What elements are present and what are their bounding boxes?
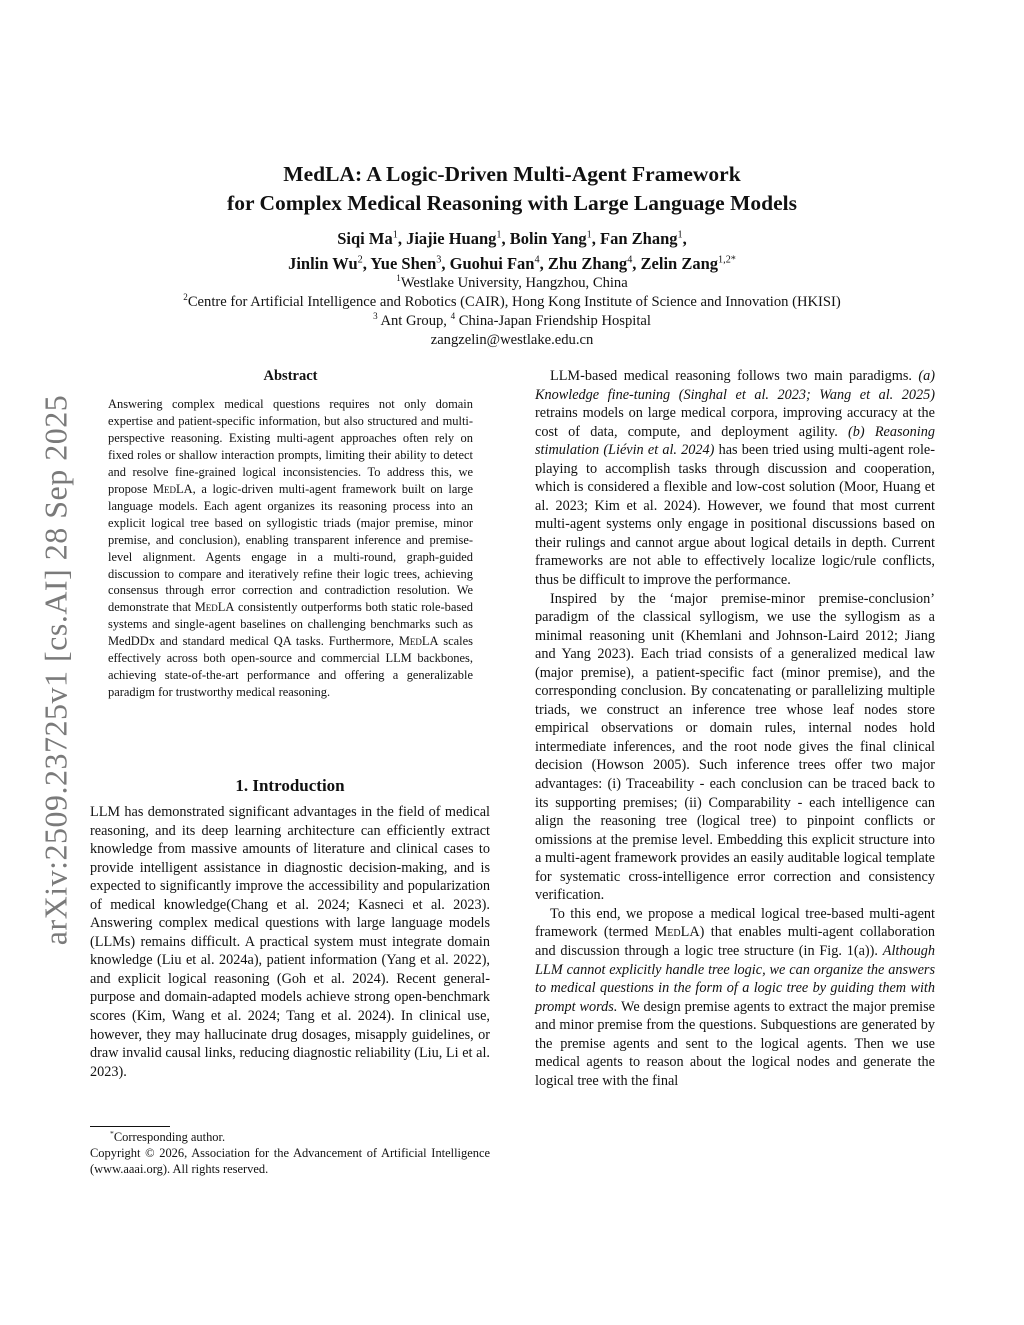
title-line-1: MedLA: A Logic-Driven Multi-Agent Framework xyxy=(283,162,741,186)
framework-name: MedLA xyxy=(152,481,193,496)
author-name: Fan Zhang xyxy=(600,229,678,248)
left-column-body xyxy=(90,803,490,1081)
framework-name: MedLA xyxy=(194,600,235,615)
paragraph-text: has been tried using multi-agent role-playing to accomplish tasks through discussion and cooperation, which is considered a flexible and low-cost solution (Moor, Huang et al. 2023; Kim et al. 2024). However, we found that most current multi-agent systems only engage in positional discussions based on their rulings and cannot argue about logical details in depth. Current frameworks are not able to effectively localize logic/rule conflicts, thus be difficult to improve the performance. xyxy=(535,442,936,589)
abstract-body xyxy=(108,396,473,701)
author-separator: , xyxy=(632,254,641,273)
intro-paragraph-2 xyxy=(535,367,935,590)
author-separator: , xyxy=(362,254,371,273)
intro-paragraph-3: Inspired by the ‘major premise-minor premise-conclusion’ paradigm of the classical syllogism, we use the syllogism as a minimal reasoning unit (Khemlani and Johnson-Laird 2012; Jiang and Yang 2023). Each triad consists of a generalized medical law (major premise), a patient-specific fact (minor premise), and the corresponding conclusion. By concatenating or parallelizing multiple triads, we construct an inference tree whose leaf nodes store empirical observations or domain rules, internal nodes hold intermediate inferences, and the root node gives the final clinical decision (Howson 2005). Such inference trees offer two major advantages: (i) Traceability - each conclusion can be traced back to its supporting premises; (ii) Comparability - each intelligence can align the reasoning tree (logical tree) to pinpoint conflicts or omissions at the premise level. Embedding this explicit structure into a multi-agent framework provides an easily auditable logical template for systematic cross-intelligence error correction and consistency verification. xyxy=(535,590,935,904)
author-separator: , xyxy=(501,229,510,248)
affiliation-3-4 xyxy=(100,312,924,331)
author-separator: , xyxy=(591,229,601,248)
author-affiliation-mark: 4 xyxy=(534,254,540,266)
arxiv-identifier-stamp[interactable]: arXiv:2509.23725v1 [cs.AI] 28 Sep 2025 xyxy=(37,394,74,946)
abstract-text: , a logic-driven multi-agent framework built on large language models. Each agent organizes its reasoning process into an explicit logical tree based on syllogistic triads (major premise, minor premise, and conclusion), enabling transparent inference and premise-level alignment. Agents engage in a multi-round, graph-guided discussion to compare and iteratively refine their logic trees, achieving consensus through error correction and contradiction resolution. We demonstrate that xyxy=(108,481,473,615)
abstract-text: scales effectively across both open-source and commercial LLM backbones, achieving state-of-the-art performance and offering a generalizable paradigm for trustworthy medical reasoning. xyxy=(108,634,473,700)
affiliation-text: Centre for Artificial Intelligence and Robotics (CAIR), Hong Kong Institute of Science and Innovation (HKISI) xyxy=(187,294,841,310)
corresponding-author-footnote xyxy=(90,1129,490,1145)
author-line-2 xyxy=(120,251,904,276)
affiliation-text: Westlake University, Hangzhou, China xyxy=(400,275,628,291)
contact-email[interactable]: zangzelin@westlake.edu.cn xyxy=(430,332,594,348)
paradigm-a-citation: (a) Knowledge fine-tuning (Singhal et al. 2023; Wang et al. 2025) xyxy=(535,368,935,403)
affiliation-text: Ant Group, xyxy=(377,313,451,329)
author-affiliation-mark: 1 xyxy=(392,229,398,241)
paragraph-text: To this end, we propose a medical logical tree-based multi-agent framework (termed xyxy=(535,905,935,941)
paradigm-b-citation: (b) Reasoning stimulation (Liévin et al. 2024) xyxy=(535,423,936,459)
footnote-mark: * xyxy=(110,1128,114,1138)
affiliation-mark: 3 xyxy=(373,311,378,322)
footnote-rule xyxy=(90,1126,170,1127)
author-affiliation-mark: 1 xyxy=(586,229,592,241)
copyright-notice: Copyright © 2026, Association for the Advancement of Artificial Intelligence (www.aaai.org). All rights reserved. xyxy=(90,1146,490,1176)
intro-paragraph-1: LLM has demonstrated significant advantages in the field of medical reasoning, and its deep learning architecture can efficiently extract knowledge from massive amounts of literature and clinical cases to provide intelligent assistance in diagnostic decision-making, and is expected to significantly improve the accessibility and popularization of medical knowledge(Chang et al. 2024; Kasneci et al. 2023). Answering complex medical questions with large language models (LLMs) remains difficult. A practical system must integrate domain knowledge (Liu et al. 2024a), patient information (Yang et al. 2022), and explicit logical reasoning (Goh et al. 2024). Recent general-purpose and domain-adapted models achieve strong open-benchmark scores (Kim, Wang et al. 2024; Tang et al. 2024). In clinical use, however, they may hallucinate drug dosages, misapply guidelines, or draw invalid causal links, reducing diagnostic reliability (Liu, Li et al. 2023). xyxy=(90,804,490,1080)
author-separator: , xyxy=(682,229,687,248)
author-affiliation-mark: 2 xyxy=(357,254,363,266)
author-name: Jiajie Huang xyxy=(406,229,497,248)
paper-title xyxy=(120,160,904,218)
affiliation-text: China-Japan Friendship Hospital xyxy=(455,313,651,329)
author-line-1 xyxy=(120,226,904,251)
author-affiliation-mark: 3 xyxy=(436,254,442,266)
emphasized-sentence: Although LLM cannot explicitly handle tree logic, we can organize the answers to medical questions in the form of a logic tree by guiding them with prompt words. xyxy=(535,942,935,1015)
title-line-2: for Complex Medical Reasoning with Large Language Models xyxy=(227,191,797,215)
affiliation-mark: 4 xyxy=(450,311,456,322)
author-name: Zelin Zang xyxy=(640,254,719,273)
author-name: Zhu Zhang xyxy=(547,254,628,273)
author-list xyxy=(120,226,904,276)
affiliation-mark: 1 xyxy=(396,273,401,284)
paragraph-text: ) that enables multi-agent collaboration and discussion through a logic tree structure (in Fig. 1(a)). xyxy=(535,924,935,959)
paragraph-text: We design premise agents to extract the major premise and minor premise from the questions. Subquestions are generated by the premise agents and sent to the logical agents. Then we use medical agents to reason about the logical nodes and generate the logical tree with the final xyxy=(535,998,935,1089)
author-affiliation-mark: 1,2* xyxy=(718,254,736,266)
author-name: Guohui Fan xyxy=(449,254,535,273)
author-affiliation-mark: 1 xyxy=(677,229,683,241)
author-affiliation-mark: 4 xyxy=(627,254,633,266)
paragraph-text: retrains models on large medical corpora, improving accuracy at the cost of data, compute, and deployment agility. xyxy=(535,405,935,440)
abstract-heading: Abstract xyxy=(263,368,318,384)
footnotes xyxy=(90,1129,490,1177)
author-separator: , xyxy=(397,229,407,248)
paragraph-text: LLM-based medical reasoning follows two main paradigms. xyxy=(550,368,919,384)
framework-name: MedLA xyxy=(398,634,439,649)
introduction-heading: 1. Introduction xyxy=(235,776,345,795)
author-separator: , xyxy=(441,254,450,273)
abstract-text: Answering complex medical questions requires not only domain expertise and patient-specific information, but also structured and multi-perspective reasoning. Existing multi-agent approaches often rely on fixed roles or shallow interaction prompts, limiting their ability to detect and resolve fine-grained logical inconsistencies. To address this, we propose xyxy=(108,397,473,496)
author-name: Yue Shen xyxy=(370,254,437,273)
right-column-body xyxy=(535,367,935,1090)
author-name: Jinlin Wu xyxy=(288,254,358,273)
affiliations xyxy=(100,274,924,350)
author-separator: , xyxy=(539,254,548,273)
affiliation-mark: 2 xyxy=(183,292,188,303)
framework-name: MedLA xyxy=(654,924,700,941)
author-name: Bolin Yang xyxy=(509,229,587,248)
footnote-text: Corresponding author. xyxy=(113,1130,226,1144)
affiliation-1 xyxy=(100,274,924,293)
author-affiliation-mark: 1 xyxy=(496,229,502,241)
author-name: Siqi Ma xyxy=(337,229,393,248)
abstract-text: consistently outperforms both static role-based systems and single-agent baselines on challenging benchmarks such as MedDDx and standard medical QA tasks. Furthermore, xyxy=(108,600,473,649)
intro-paragraph-4 xyxy=(535,905,935,1090)
affiliation-2 xyxy=(100,293,924,312)
